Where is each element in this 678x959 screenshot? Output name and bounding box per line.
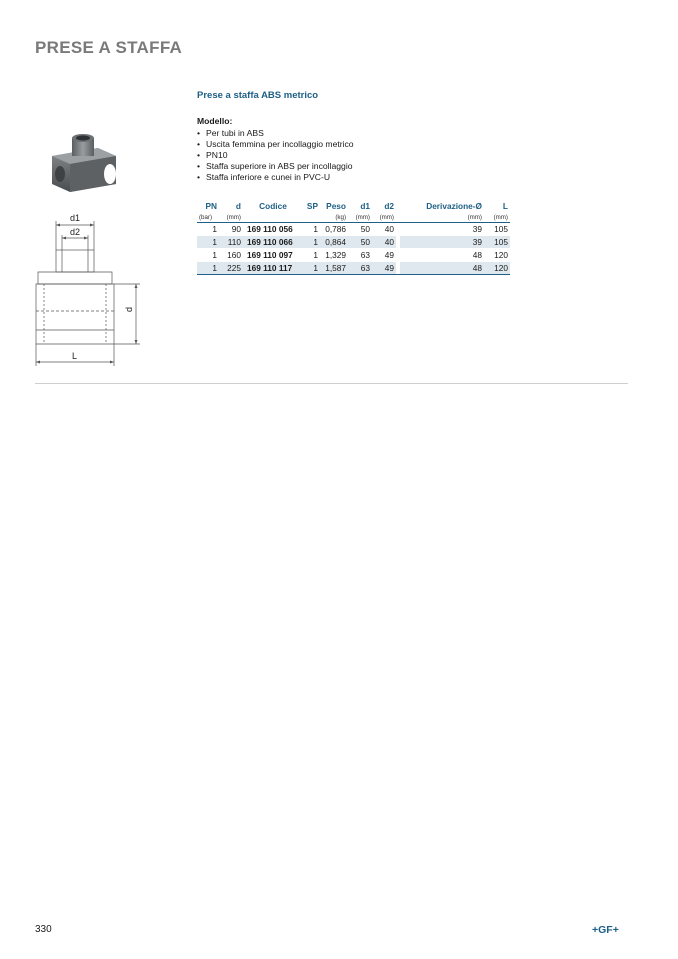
cell-codice: 169 110 117 <box>243 262 303 275</box>
technical-drawing <box>26 208 156 373</box>
header-pn: PN <box>205 200 217 211</box>
page-title: PRESE A STAFFA <box>35 38 183 57</box>
cell-codice: 169 110 097 <box>243 249 303 262</box>
header-d2: d2 <box>384 200 394 211</box>
unit-peso: (kg) <box>320 212 348 223</box>
cell-d: 110 <box>219 236 243 249</box>
section-title: Prese a staffa ABS metrico <box>197 90 319 101</box>
table-units-row <box>197 212 510 223</box>
model-block <box>197 116 354 183</box>
header-l: L <box>502 200 508 211</box>
cell-d1: 63 <box>348 249 372 262</box>
cell-l: 120 <box>484 262 510 275</box>
cell-d1: 50 <box>348 223 372 236</box>
cell-pn: 1 <box>197 223 219 236</box>
cell-l: 105 <box>484 223 510 236</box>
unit-sp <box>303 212 320 223</box>
cell-pn: 1 <box>197 262 219 275</box>
cell-l: 105 <box>484 236 510 249</box>
cell-codice: 169 110 066 <box>243 236 303 249</box>
table-row <box>197 236 510 249</box>
cell-sp: 1 <box>303 236 320 249</box>
page-number: 330 <box>35 924 52 935</box>
drawing-label-L: L <box>72 351 78 361</box>
cell-d: 90 <box>219 223 243 236</box>
unit-d2: (mm) <box>372 212 396 223</box>
cell-sp: 1 <box>303 262 320 275</box>
spec-table <box>197 199 510 275</box>
cell-d1: 50 <box>348 236 372 249</box>
unit-pn: (bar) <box>197 212 219 223</box>
cell-derivazione: 39 <box>400 223 484 236</box>
model-heading: Modello: <box>197 116 233 126</box>
drawing-label-d1: d1 <box>70 213 81 223</box>
feature-item: • Staffa inferiore e cunei in PVC-U <box>197 172 354 183</box>
brand-logo: +GF+ <box>592 924 619 936</box>
cell-peso: 0,864 <box>320 236 348 249</box>
cell-pn: 1 <box>197 249 219 262</box>
cell-d2: 49 <box>372 262 396 275</box>
cell-derivazione: 48 <box>400 249 484 262</box>
feature-item: • Uscita femmina per incollaggio metrico <box>197 139 354 150</box>
cell-derivazione: 48 <box>400 262 484 275</box>
feature-item: • PN10 <box>197 150 354 161</box>
table-row <box>197 249 510 262</box>
cell-codice: 169 110 056 <box>243 223 303 236</box>
header-d: d <box>235 200 241 211</box>
drawing-label-d: d <box>124 306 134 312</box>
unit-d: (mm) <box>219 212 243 223</box>
cell-sp: 1 <box>303 223 320 236</box>
cell-derivazione: 39 <box>400 236 484 249</box>
header-sp: SP <box>306 200 318 211</box>
unit-l: (mm) <box>484 212 510 223</box>
feature-item: • Staffa superiore in ABS per incollaggio <box>197 161 354 172</box>
cell-d: 160 <box>219 249 243 262</box>
cell-pn: 1 <box>197 236 219 249</box>
cell-d2: 40 <box>372 236 396 249</box>
cell-peso: 1,329 <box>320 249 348 262</box>
unit-d1: (mm) <box>348 212 372 223</box>
cell-d: 225 <box>219 262 243 275</box>
header-peso: Peso <box>326 200 346 211</box>
header-derivazione: Derivazione-Ø <box>426 200 482 211</box>
table-header-row <box>197 199 510 212</box>
table-row <box>197 262 510 275</box>
unit-codice <box>243 212 303 223</box>
header-d1: d1 <box>360 200 370 211</box>
product-photo <box>48 134 120 194</box>
drawing-label-d2: d2 <box>70 227 81 237</box>
feature-list <box>197 128 354 183</box>
cell-d2: 40 <box>372 223 396 236</box>
cell-peso: 1,587 <box>320 262 348 275</box>
section-divider <box>35 383 628 384</box>
unit-derivazione: (mm) <box>400 212 484 223</box>
header-codice: Codice <box>259 200 287 211</box>
cell-sp: 1 <box>303 249 320 262</box>
table-row <box>197 223 510 236</box>
cell-d2: 49 <box>372 249 396 262</box>
cell-l: 120 <box>484 249 510 262</box>
cell-peso: 0,786 <box>320 223 348 236</box>
feature-item: • Per tubi in ABS <box>197 128 354 139</box>
cell-d1: 63 <box>348 262 372 275</box>
